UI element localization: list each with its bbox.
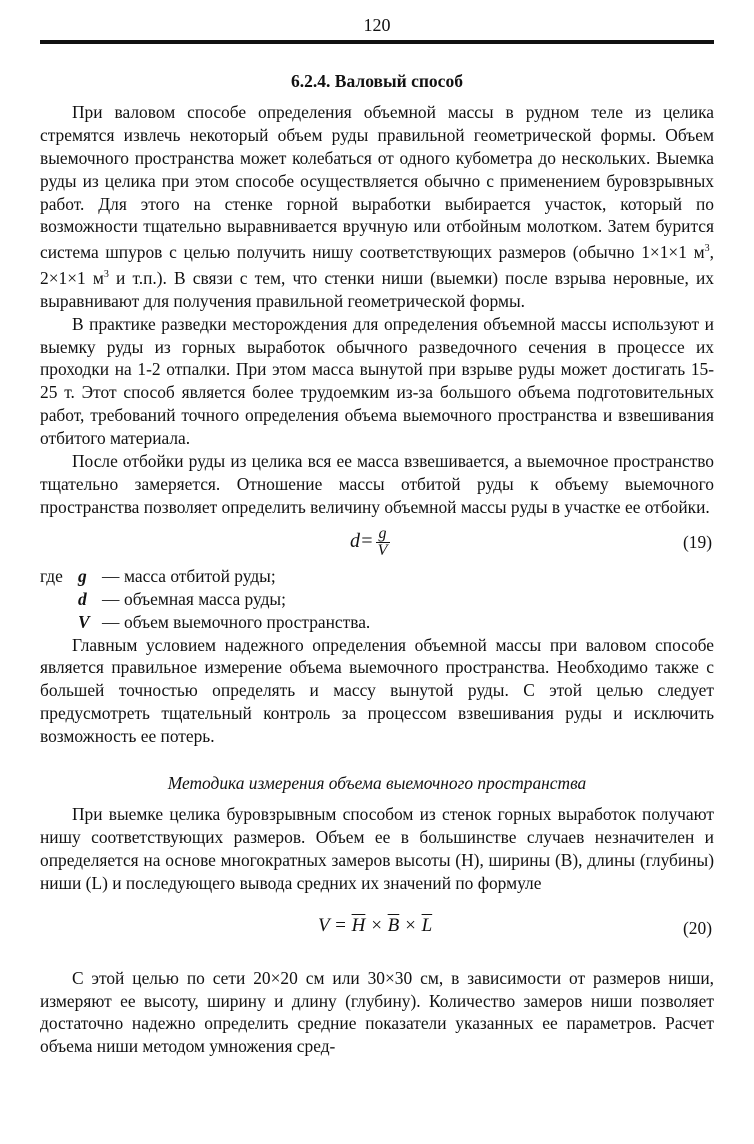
section-heading: 6.2.4. Валовый способ	[291, 71, 463, 91]
paragraph-6: С этой целью по сети 20×20 см или 30×30 см, в зависимости от размеров ниши, измеряют ее высоту, ширину и длину (глубину). Количество замеров ниши позволяет достаточно надежно определить средние показатели указанных ее параметров. Расчет объема ниши методом умножения сред-	[40, 967, 714, 1057]
paragraph-4: Главным условием надежного определения объемной массы при валовом способе является правильное измерение объема выемочного пространства. Необходимо также с большей точностью определять и массу вынутой руды. С этой целью следует предусмотреть тщательный контроль за процессом взвешивания руды и исключить возможность ее потерь.	[40, 634, 714, 747]
paragraph-5: При выемке целика буровзрывным способом из стенок горных выработок получают нишу соответствующих размеров. Объем ее в большинстве случаев незначителен и определяется на основе многократных замеров высоты (H), ширины (B), длины (глубины) ниши (L) и последующего вывода средних их значений по формуле	[40, 803, 714, 893]
definition-row: d — объемная масса руды;	[78, 588, 286, 609]
header-rule	[40, 40, 714, 44]
definition-row: где g — масса отбитой руды;	[40, 565, 276, 586]
subsection-heading: Методика измерения объема выемочного пространства	[167, 773, 587, 794]
equation-number: (20)	[683, 917, 712, 938]
definition-row: V — объем выемочного пространства.	[78, 611, 371, 632]
paragraph-2: В практике разведки месторождения для определения объемной массы используют и выемку руды из горных выработок обычного разведочного сечения в процессе их проходки на 1-2 отпалки. При этом масса вынутой при взрыве руды может достигать 15-25 т. Этот способ является более трудоемким из-за большого объема подготовительных работ, требований точного определения объема выемочного пространства и взвешивания отбитого материала.	[40, 313, 714, 449]
formula-expression: $V = \overline{H} \times \overline{B} \times \overline{L}$	[318, 914, 433, 936]
formula-denominator: V	[377, 541, 388, 559]
formula-expression: d= $\frac{g}{V}$	[350, 527, 390, 558]
paragraph-3: После отбойки руды из целика вся ее масса взвешивается, а выемочное пространство тщательно замеряется. Отношение массы отбитой руды к объему выемочного пространства позволяет определить величину объемной массы руды в участке ее отбойки.	[40, 451, 714, 517]
variable-definitions	[40, 565, 714, 634]
paragraph-1: При валовом способе определения объемной массы в рудном теле из целика стремятся извлечь некоторый объем руды правильной геометрической формы. Объем выемочного пространства может колебаться от одного кубометра до нескольких. Выемка руды из целика при этом способе осуществляется обычно с применением буровзрывных работ. Для этого на стенке горной выработки выбирается участок, который по возможности тщательно выравнивается вручную или отбойным молотком. Затем бурится система шпуров с целью получить нишу соответствующих размеров (обычно 1×1×1 $м^3$, 2×1×1 $м^3$ и т.п.). В связи с тем, что стенки ниши (выемки) после взрыва неровные, их выравнивают для получения правильной геометрической формы.	[40, 101, 714, 311]
formula-numerator: g	[378, 524, 387, 542]
page-number: 120	[363, 15, 391, 35]
formula-19	[40, 523, 714, 563]
equation-number: (19)	[683, 531, 712, 552]
formula-20	[40, 905, 714, 955]
